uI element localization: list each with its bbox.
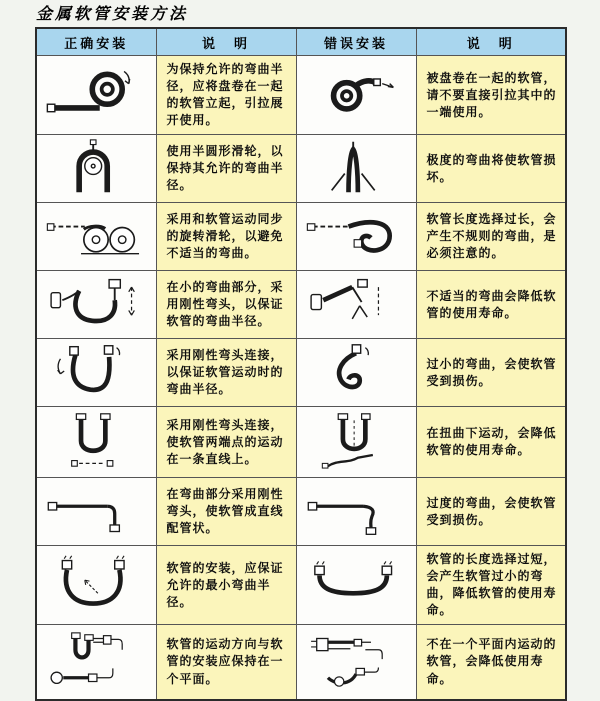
correct-description-text: 使用半圆形滑轮，以保持其允许的弯曲半径。: [166, 144, 284, 193]
wrong-description-text: 在扭曲下运动，会降低软管的使用寿命。: [426, 426, 557, 458]
correct-description-cell: [156, 203, 296, 271]
table-row: [36, 546, 566, 625]
wrong-description-text: 过度的弯曲，会使软管受到损伤。: [426, 495, 557, 527]
correct-description-cell: [156, 407, 296, 478]
correct-description-text: 采用和软管运动同步的旋转滑轮，以避免不适当的弯曲。: [166, 212, 284, 261]
straight-piping-elbow-illustration: [43, 481, 149, 539]
wrong-image-cell: [296, 546, 416, 625]
correct-description-cell: [156, 339, 296, 407]
table-row: [36, 135, 566, 203]
table-row: [36, 478, 566, 546]
correct-image-cell: [36, 271, 156, 339]
wrong-image-cell: [296, 625, 416, 700]
correct-description-cell: [156, 135, 296, 203]
wrong-image-cell: [296, 478, 416, 546]
correct-description-text: 采用刚性弯头连接，使软管两端点的运动在一条直线上。: [166, 417, 284, 466]
correct-description-text: 为保持允许的弯曲半径，应将盘卷在一起的软管立起，引拉展开使用。: [166, 62, 284, 128]
table-row: [36, 625, 566, 700]
off-plane-motion-illustration: [303, 631, 409, 689]
correct-description-cell: [156, 478, 296, 546]
aligned-endpoints-illustration: [43, 411, 149, 469]
wrong-description-text: 不在一个平面内运动的软管，会降低使用寿命。: [426, 637, 557, 686]
wrong-description-text: 软管的长度选择过短，会产生软管过小的弯曲，降低软管的使用寿命。: [426, 552, 557, 618]
semicircular-pulley-illustration: [43, 138, 149, 196]
wrong-description-cell: [416, 407, 566, 478]
hose-installation-table: [35, 27, 567, 701]
overlong-hose-illustration: [303, 206, 409, 264]
correct-image-cell: [36, 407, 156, 478]
too-small-bend-illustration: [303, 342, 409, 400]
wrong-description-cell: [416, 271, 566, 339]
correct-image-cell: [36, 135, 156, 203]
table-row: [36, 339, 566, 407]
coiled-hose-upright-illustration: [43, 64, 149, 122]
wrong-image-cell: [296, 339, 416, 407]
wrong-description-cell: [416, 625, 566, 700]
wrong-description-text: 过小的弯曲，会使软管受到损伤。: [426, 356, 557, 388]
table-row: [36, 271, 566, 339]
rigid-elbow-connection-illustration: [43, 342, 149, 400]
correct-image-cell: [36, 546, 156, 625]
wrong-image-cell: [296, 407, 416, 478]
wrong-description-text: 软管长度选择过长，会产生不规则的弯曲，是必须注意的。: [426, 212, 557, 261]
table-row: [36, 407, 566, 478]
correct-description-cell: [156, 546, 296, 625]
correct-image-cell: [36, 625, 156, 700]
table-row: [36, 56, 566, 135]
correct-image-cell: [36, 203, 156, 271]
correct-description-text: 软管的安装，应保证允许的最小弯曲半径。: [166, 560, 284, 609]
correct-description-text: 在小的弯曲部分，采用刚性弯头，以保证软管的弯曲半径。: [166, 280, 284, 329]
hose-table-body: [36, 56, 566, 700]
correct-image-cell: [36, 56, 156, 135]
correct-description-cell: [156, 271, 296, 339]
wrong-description-cell: [416, 203, 566, 271]
table-row: [36, 203, 566, 271]
wrong-description-cell: [416, 135, 566, 203]
rotating-pulley-illustration: [43, 206, 149, 264]
header-correct-install: 正确安装: [36, 28, 156, 56]
wrong-image-cell: [296, 56, 416, 135]
wrong-description-cell: [416, 56, 566, 135]
wrong-description-text: 极度的弯曲将使软管损坏。: [426, 152, 557, 184]
correct-description-cell: [156, 625, 296, 700]
wrong-description-cell: [416, 339, 566, 407]
correct-description-cell: [156, 56, 296, 135]
correct-image-cell: [36, 339, 156, 407]
wrong-image-cell: [296, 203, 416, 271]
correct-image-cell: [36, 478, 156, 546]
correct-description-text: 采用刚性弯头连接，以保证软管运动时的弯曲半径。: [166, 348, 284, 397]
wrong-description-text: 被盘卷在一起的软管，请不要直接引拉其中的一端使用。: [426, 70, 557, 119]
table-header-row: [36, 28, 566, 56]
header-wrong-install: 错误安装: [296, 28, 416, 56]
header-correct-description: 说 明: [156, 28, 296, 56]
wrong-description-cell: [416, 478, 566, 546]
wrong-description-text: 不适当的弯曲会降低软管的使用寿命。: [426, 288, 557, 320]
same-plane-motion-illustration: [43, 631, 149, 689]
twisted-motion-illustration: [303, 411, 409, 469]
too-short-hose-illustration: [303, 554, 409, 612]
correct-description-text: 在弯曲部分采用刚性弯头，使软管成直线配管状。: [166, 487, 284, 536]
min-bend-radius-illustration: [43, 554, 149, 612]
wrong-description-cell: [416, 546, 566, 625]
header-wrong-description: 说 明: [416, 28, 566, 56]
page-title: 金属软管安装方法: [36, 4, 189, 23]
excessive-bend-illustration: [303, 481, 409, 539]
wrong-image-cell: [296, 271, 416, 339]
coiled-hose-pulled-end-illustration: [303, 64, 409, 122]
rigid-elbow-small-bend-illustration: [43, 274, 149, 332]
extreme-bend-illustration: [303, 138, 409, 196]
correct-description-text: 软管的运动方向与软管的安装应保持在一个平面。: [166, 637, 284, 686]
wrong-image-cell: [296, 135, 416, 203]
improper-bend-illustration: [303, 274, 409, 332]
